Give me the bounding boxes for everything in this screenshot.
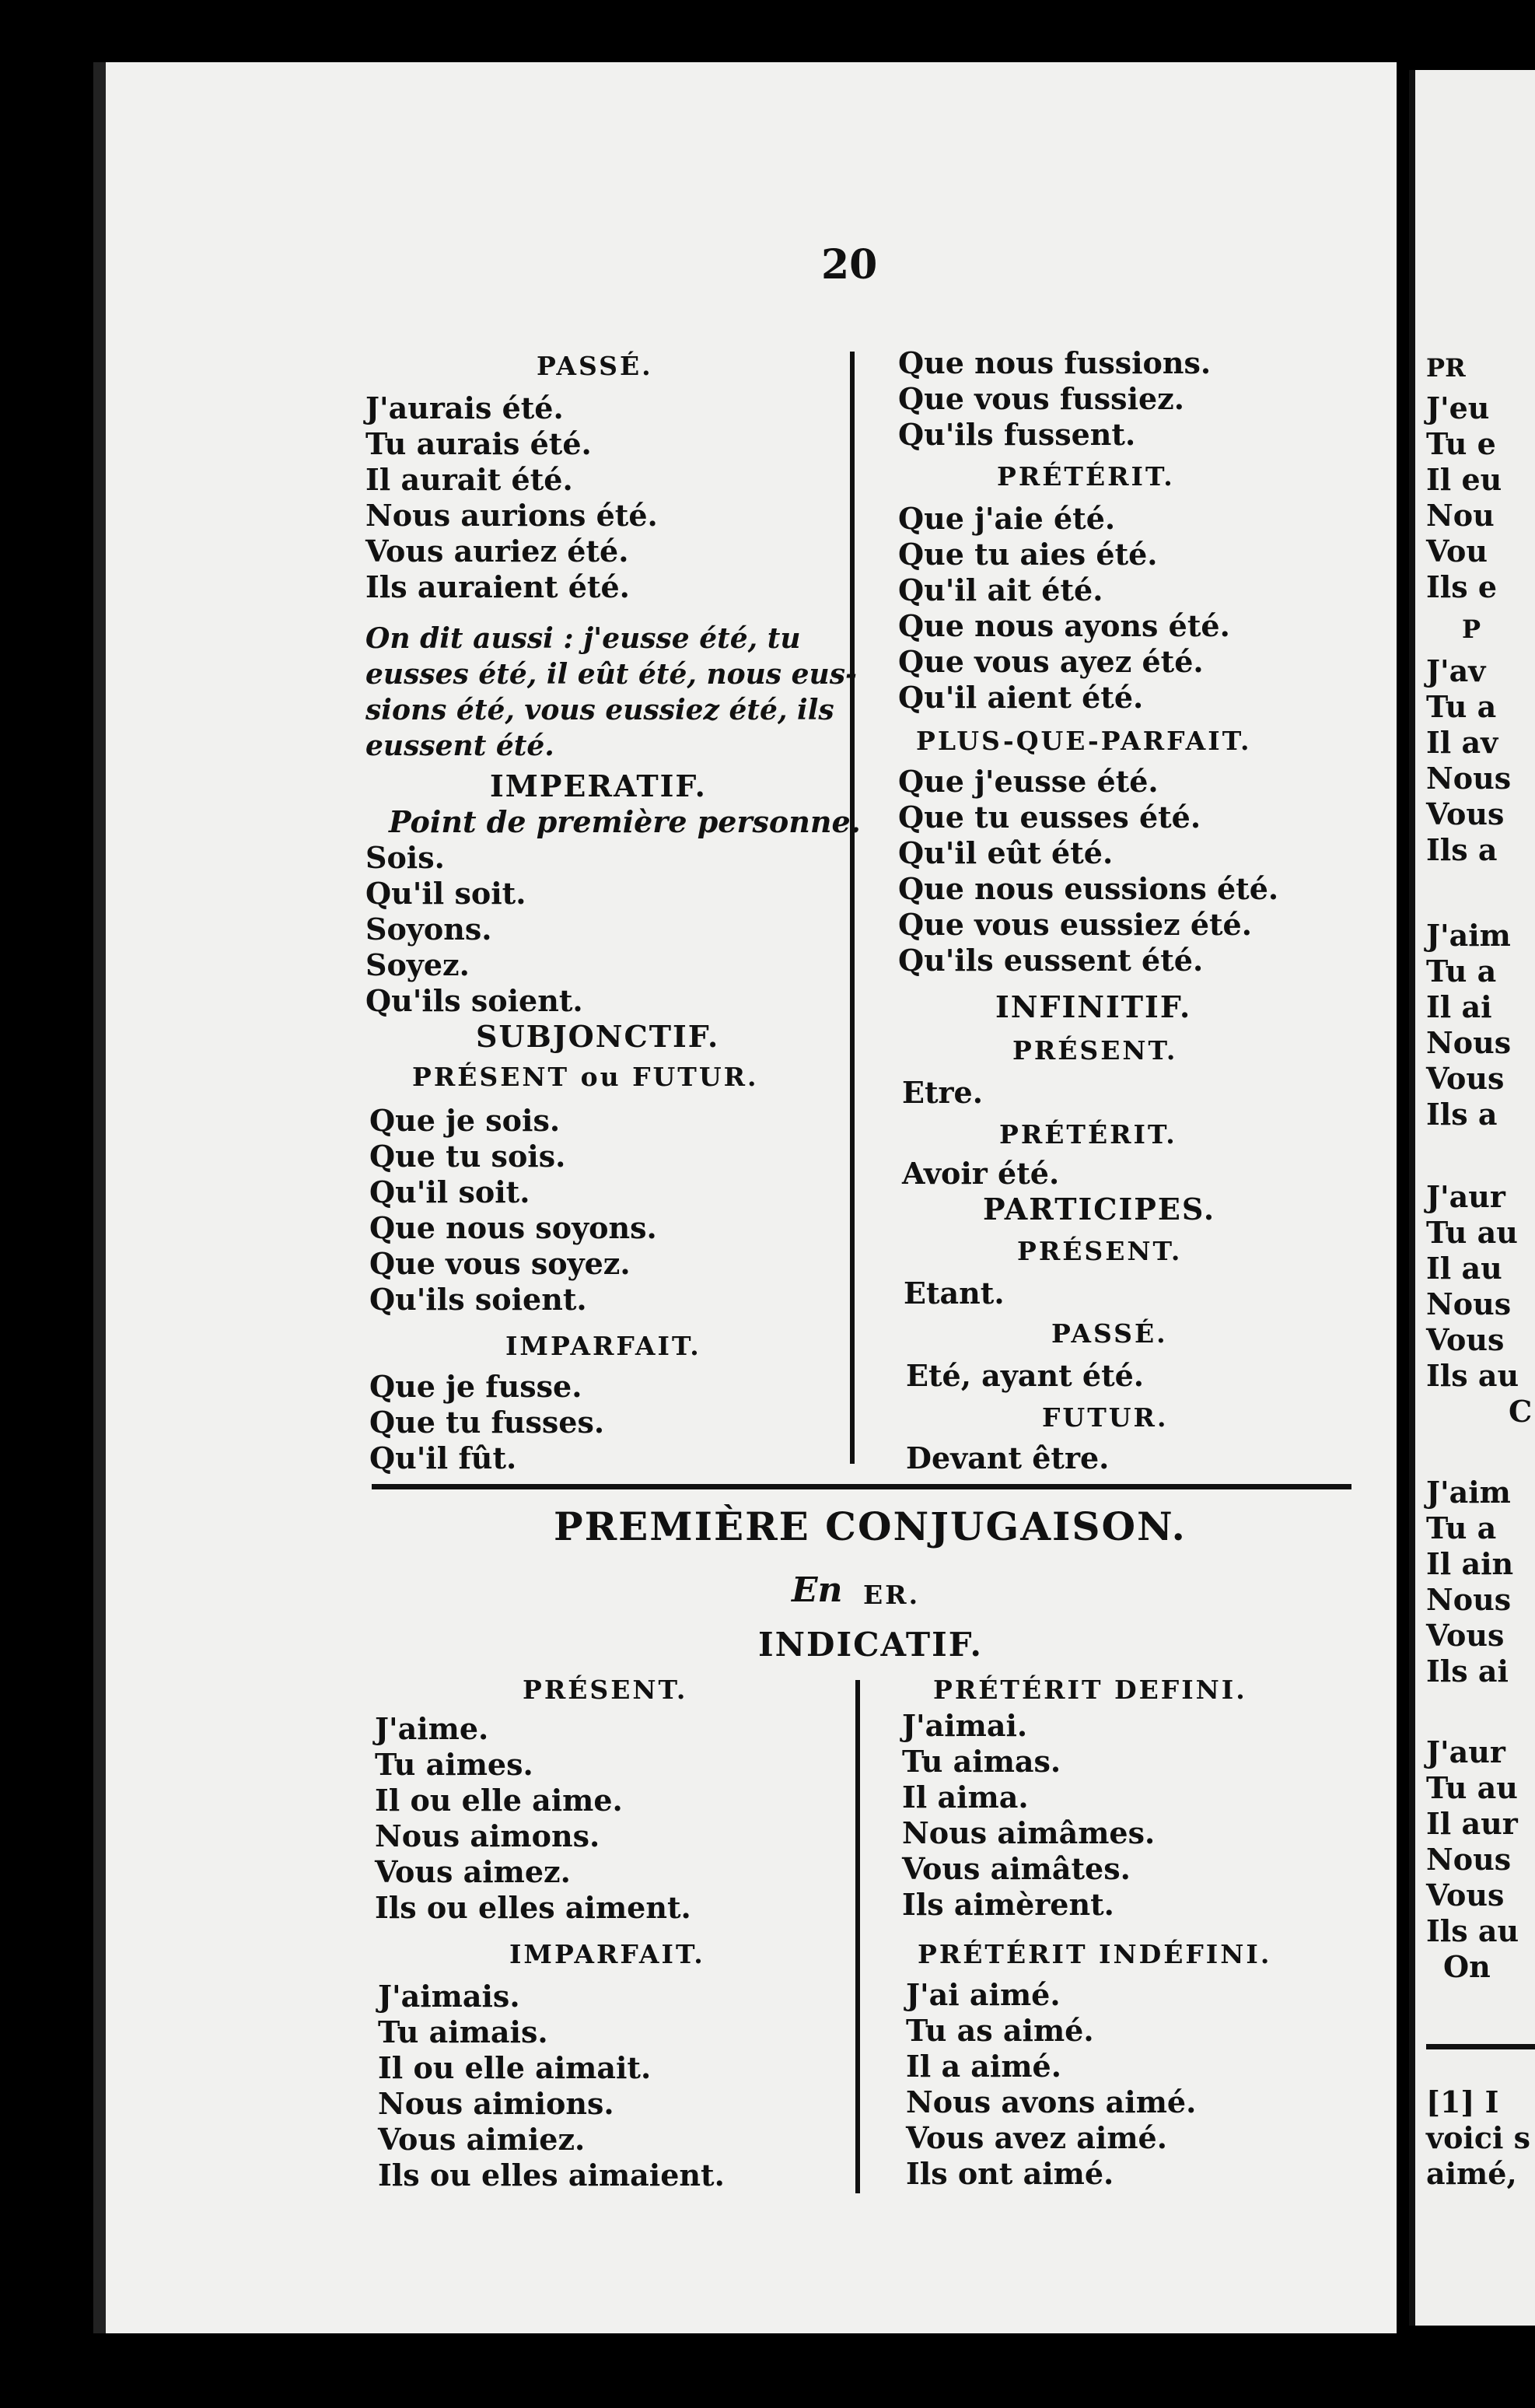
heading-indicatif: INDICATIF. bbox=[758, 1626, 983, 1664]
next-page-line: Vous bbox=[1426, 1618, 1505, 1653]
next-page-line: Vous bbox=[1426, 1878, 1505, 1913]
heading-preterit-indefini: PRÉTÉRIT INDÉFINI. bbox=[918, 1939, 1272, 1969]
conjugation-line: Nous aurions été. bbox=[365, 498, 658, 533]
conjugation-line: Soyons. bbox=[365, 912, 492, 947]
heading-imperatif: IMPERATIF. bbox=[490, 768, 707, 803]
note-line: sions été, vous eussiez été, ils bbox=[365, 694, 834, 726]
conjugation-line: Que tu eusses été. bbox=[898, 800, 1201, 835]
section-subtitle-er: ER. bbox=[863, 1580, 921, 1610]
conjugation-line: Vous aimiez. bbox=[378, 2122, 586, 2157]
conjugation-line: Qu'ils fussent. bbox=[898, 417, 1136, 452]
conjugation-line: Que je fusse. bbox=[369, 1369, 582, 1404]
next-page-line: Il aur bbox=[1426, 1806, 1518, 1841]
conjugation-line: Ils ou elles aiment. bbox=[375, 1890, 691, 1925]
next-page-line: J'aur bbox=[1426, 1734, 1505, 1769]
conjugation-line: Qu'ils eussent été. bbox=[898, 943, 1204, 978]
heading-inf-preterit: PRÉTÉRIT. bbox=[999, 1119, 1177, 1150]
next-page-line: Nous bbox=[1426, 1025, 1512, 1060]
next-page-line: Nous bbox=[1426, 1286, 1512, 1321]
note-line: On dit aussi : j'eusse été, tu bbox=[365, 622, 801, 655]
next-page-line: Ils a bbox=[1426, 832, 1498, 867]
conjugation-line: Que nous fussions. bbox=[898, 345, 1212, 380]
heading-imparfait: IMPARFAIT. bbox=[505, 1331, 701, 1361]
next-page-line: Il au bbox=[1426, 1251, 1502, 1286]
next-page-line: Ils e bbox=[1426, 569, 1498, 604]
next-page-line: Il ain bbox=[1426, 1546, 1514, 1581]
next-page-line: Tu au bbox=[1426, 1770, 1518, 1805]
conjugation-line: Vous aimâtes. bbox=[902, 1851, 1131, 1886]
conjugation-line: Soyez. bbox=[365, 947, 470, 982]
conjugation-line: Que je sois. bbox=[369, 1103, 561, 1138]
next-page-line: Nous bbox=[1426, 1582, 1512, 1617]
next-page-line: Tu a bbox=[1426, 954, 1497, 989]
conjugation-line: Que tu sois. bbox=[369, 1139, 566, 1174]
conjugation-line: Qu'il ait été. bbox=[898, 572, 1103, 607]
conjugation-line: J'aurais été. bbox=[365, 390, 564, 425]
next-page-line: J'aim bbox=[1426, 918, 1511, 953]
heading-participes: PARTICIPES. bbox=[983, 1192, 1216, 1227]
conjugation-line: Vous auriez été. bbox=[365, 534, 629, 569]
next-page-line: J'eu bbox=[1426, 390, 1490, 425]
heading-subjonctif: SUBJONCTIF. bbox=[476, 1019, 720, 1054]
conjugation-line: Il ou elle aimait. bbox=[378, 2050, 652, 2085]
column-divider-bottom bbox=[855, 1680, 860, 2193]
next-page-rule bbox=[1426, 2044, 1535, 2049]
next-page-line: Vou bbox=[1426, 534, 1488, 569]
conjugation-line: Qu'il aient été. bbox=[898, 680, 1144, 715]
next-page-line: Ils ai bbox=[1426, 1654, 1509, 1689]
next-page-line: Ils au bbox=[1426, 1913, 1519, 1948]
next-page-line: Nou bbox=[1426, 498, 1495, 533]
conjugation-line: Que nous eussions été. bbox=[898, 871, 1279, 906]
heading-part-present: PRÉSENT. bbox=[1017, 1236, 1183, 1266]
section-rule bbox=[372, 1484, 1351, 1489]
heading-inf-present: PRÉSENT. bbox=[1012, 1035, 1178, 1066]
heading-part-futur: FUTUR. bbox=[1042, 1402, 1169, 1433]
next-page-line: J'av bbox=[1426, 653, 1486, 688]
conjugation-line: Tu aimes. bbox=[375, 1747, 533, 1782]
conjugation-line: Il aurait été. bbox=[365, 462, 573, 497]
conjugation-line: Ils ont aimé. bbox=[906, 2156, 1114, 2191]
conjugation-line: Tu aimais. bbox=[378, 2014, 548, 2049]
next-page-line: Tu a bbox=[1426, 1510, 1497, 1545]
next-page-line: On bbox=[1443, 1949, 1491, 1984]
conjugation-line: Vous avez aimé. bbox=[906, 2120, 1167, 2155]
next-page-line: aimé, bbox=[1426, 2156, 1517, 2191]
section-subtitle-en: En bbox=[792, 1570, 843, 1610]
conjugation-line: Que tu aies été. bbox=[898, 537, 1158, 572]
conjugation-line: Que vous eussiez été. bbox=[898, 907, 1252, 942]
next-page-line: C bbox=[1509, 1394, 1533, 1429]
conjugation-line: Nous aimons. bbox=[375, 1818, 600, 1853]
conjugation-line: Qu'ils soient. bbox=[365, 983, 583, 1018]
note-line: eusses été, il eût été, nous eus- bbox=[365, 658, 857, 691]
next-page-line: P bbox=[1462, 614, 1481, 644]
conjugation-line: J'aime. bbox=[375, 1711, 489, 1746]
next-page-line: Il eu bbox=[1426, 462, 1502, 497]
next-page-line: Ils au bbox=[1426, 1358, 1519, 1393]
column-divider-top bbox=[850, 352, 855, 1464]
next-page-line: Il av bbox=[1426, 725, 1498, 760]
next-page-line: PR bbox=[1426, 353, 1466, 383]
next-page-line: Vous bbox=[1426, 796, 1505, 831]
conjugation-line: Que nous ayons été. bbox=[898, 608, 1230, 643]
next-page-line: Tu au bbox=[1426, 1215, 1518, 1250]
next-page-line: Il ai bbox=[1426, 989, 1492, 1024]
conjugation-line: Que vous ayez été. bbox=[898, 644, 1204, 679]
conjugation-line: Que j'eusse été. bbox=[898, 764, 1159, 799]
conjugation-line: Eté, ayant été. bbox=[906, 1358, 1145, 1393]
section-title: PREMIÈRE CONJUGAISON. bbox=[554, 1503, 1187, 1549]
conjugation-line: Qu'il eût été. bbox=[898, 835, 1114, 870]
conjugation-line: Ils ou elles aimaient. bbox=[378, 2158, 725, 2193]
next-page-line: Nous bbox=[1426, 1842, 1512, 1877]
conjugation-line: J'aimai. bbox=[902, 1708, 1028, 1743]
conjugation-line: Ils auraient été. bbox=[365, 569, 630, 604]
conjugation-line: Qu'il soit. bbox=[365, 876, 526, 911]
conjugation-line: Avoir été. bbox=[902, 1156, 1060, 1191]
heading-infinitif: INFINITIF. bbox=[995, 989, 1192, 1024]
note-line: eussent été. bbox=[365, 730, 554, 762]
next-page-line: Tu e bbox=[1426, 426, 1496, 461]
conjugation-line: Que vous soyez. bbox=[369, 1246, 631, 1281]
conjugation-line: Que tu fusses. bbox=[369, 1405, 605, 1440]
conjugation-line: Devant être. bbox=[906, 1440, 1110, 1475]
conjugation-line: Tu as aimé. bbox=[906, 2013, 1094, 2048]
conjugation-line: Qu'il soit. bbox=[369, 1174, 530, 1209]
next-page-line: Vous bbox=[1426, 1322, 1505, 1357]
heading-passe: PASSÉ. bbox=[537, 351, 653, 381]
heading-present-indicatif: PRÉSENT. bbox=[523, 1675, 688, 1705]
conjugation-line: Nous aimâmes. bbox=[902, 1815, 1156, 1850]
heading-preterit: PRÉTÉRIT. bbox=[997, 461, 1175, 492]
conjugation-line: Que vous fussiez. bbox=[898, 381, 1184, 416]
heading-present-futur: PRÉSENT ou FUTUR. bbox=[412, 1062, 759, 1092]
conjugation-line: Il a aimé. bbox=[906, 2049, 1061, 2084]
conjugation-line: Qu'il fût. bbox=[369, 1440, 517, 1475]
page-number: 20 bbox=[821, 241, 878, 289]
next-page-line: [1] I bbox=[1426, 2084, 1499, 2119]
conjugation-line: Il aima. bbox=[902, 1780, 1029, 1815]
next-page-line: Nous bbox=[1426, 761, 1512, 796]
conjugation-line: Que j'aie été. bbox=[898, 501, 1116, 536]
conjugation-line: Sois. bbox=[365, 840, 445, 875]
conjugation-line: Que nous soyons. bbox=[369, 1210, 657, 1245]
conjugation-line: Etant. bbox=[904, 1276, 1005, 1311]
heading-part-passe: PASSÉ. bbox=[1051, 1318, 1168, 1349]
conjugation-line: Etre. bbox=[902, 1075, 983, 1110]
conjugation-line: Vous aimez. bbox=[375, 1854, 571, 1889]
conjugation-line: Ils aimèrent. bbox=[902, 1887, 1114, 1922]
conjugation-line: Nous avons aimé. bbox=[906, 2084, 1197, 2119]
next-page-line: voici s bbox=[1426, 2120, 1531, 2155]
imperatif-note: Point de première personne. bbox=[389, 804, 861, 839]
conjugation-line: Nous aimions. bbox=[378, 2086, 614, 2121]
next-page-line: Vous bbox=[1426, 1061, 1505, 1096]
conjugation-line: Tu aimas. bbox=[902, 1744, 1061, 1779]
next-page-line: Ils a bbox=[1426, 1097, 1498, 1132]
next-page-line: J'aur bbox=[1426, 1179, 1505, 1214]
conjugation-line: Qu'ils soient. bbox=[369, 1282, 587, 1317]
heading-imparfait-indicatif: IMPARFAIT. bbox=[509, 1939, 705, 1969]
next-page-edge bbox=[1409, 70, 1535, 2326]
heading-plus-que-parfait: PLUS-QUE-PARFAIT. bbox=[916, 726, 1252, 756]
conjugation-line: Il ou elle aime. bbox=[375, 1783, 623, 1818]
conjugation-line: J'aimais. bbox=[378, 1979, 520, 2014]
next-page-line: Tu a bbox=[1426, 689, 1497, 724]
conjugation-line: J'ai aimé. bbox=[906, 1977, 1061, 2012]
next-page-line: J'aim bbox=[1426, 1475, 1511, 1510]
heading-preterit-defini: PRÉTÉRIT DEFINI. bbox=[933, 1675, 1247, 1705]
conjugation-line: Tu aurais été. bbox=[365, 426, 592, 461]
